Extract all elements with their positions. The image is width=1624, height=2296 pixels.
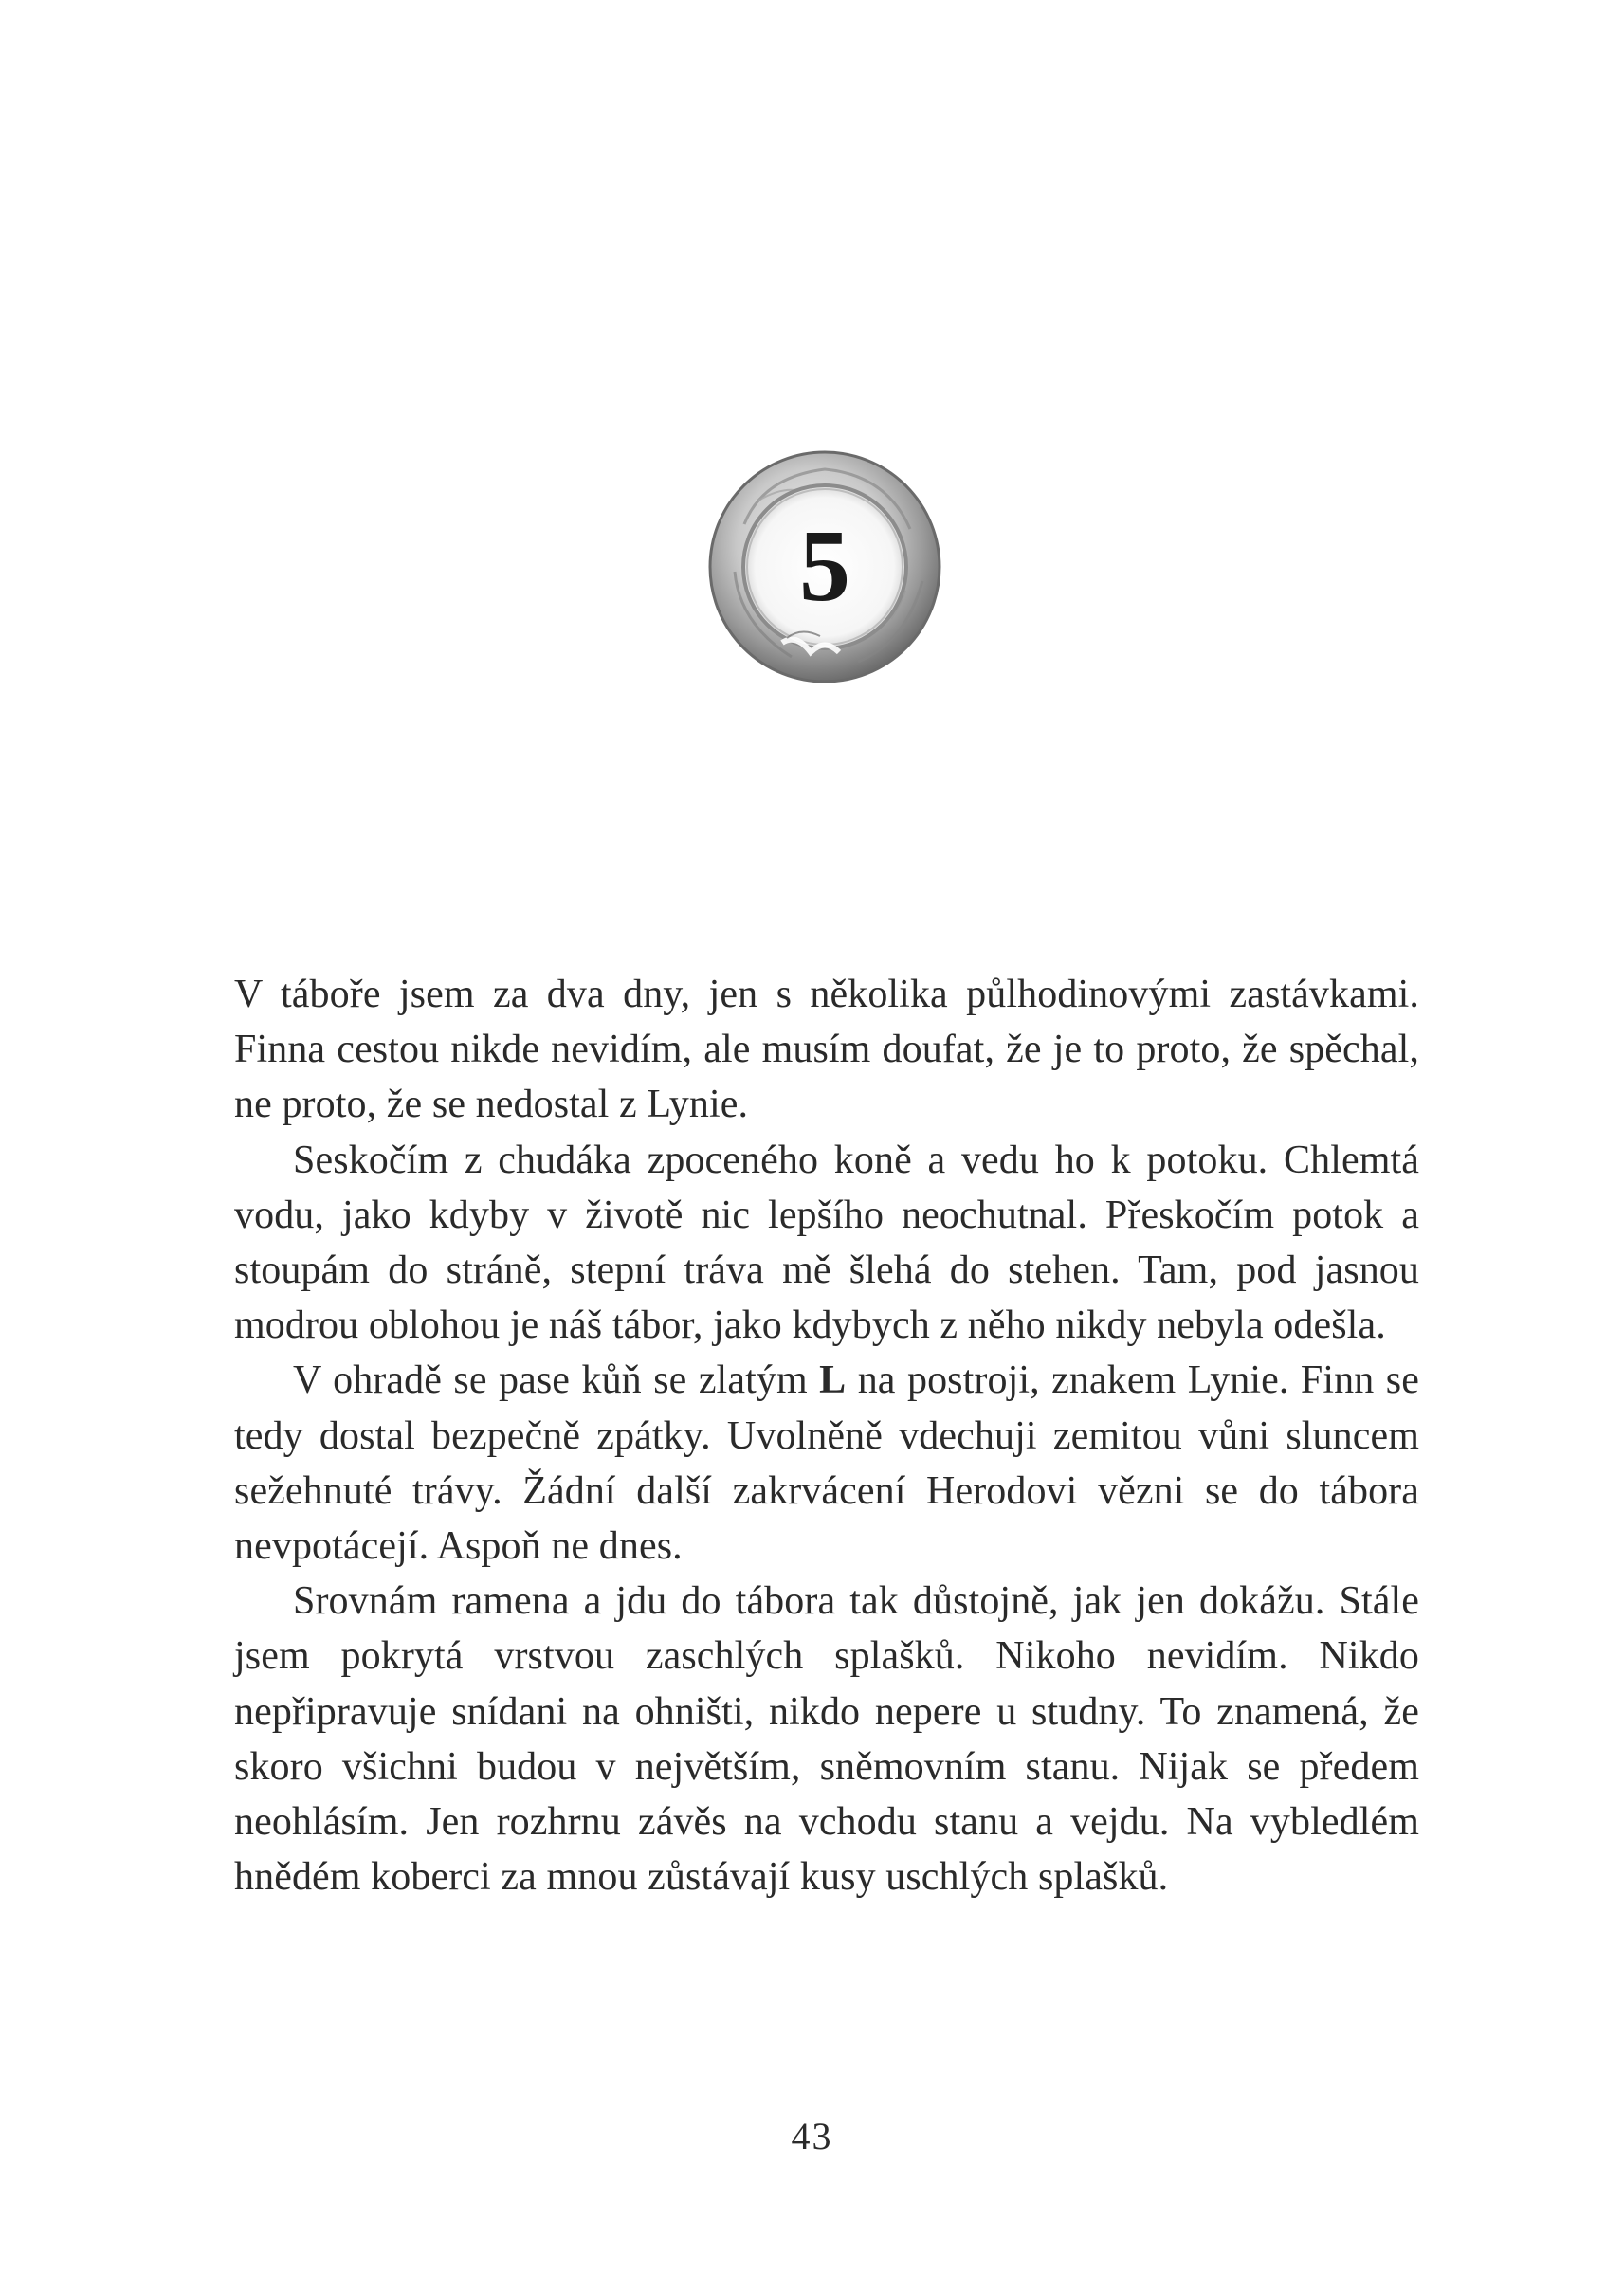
chapter-badge: [706, 448, 943, 685]
paragraph: [234, 1353, 1419, 1574]
page-number: 43: [791, 2115, 833, 2158]
paragraph: V táboře jsem za dva dny, jen s několika půlhodinovými zastávkami. Finna cestou nikde nevidím, ale musím doufat, že je to proto, že spěchal, ne proto, že se nedostal z Lynie.: [234, 973, 1419, 1127]
paragraph-text: na postroji, znakem Lynie. Finn se tedy dostal bezpečně zpátky. Uvolněně vdechuji zemitou vůni sluncem sežehnuté trávy. Žádní další zakrvácení Herodovi vězni se do tábora nevpotácejí. Aspoň ne dnes.: [234, 1358, 1419, 1569]
chapter-number: 5: [799, 510, 850, 623]
paragraph: Srovnám ramena a jdu do tábora tak důstojně, jak jen dokážu. Stále jsem pokrytá vrstvou zaschlých splašků. Nikoho nevidím. Nikdo nepřipravuje snídani na ohništi, nikdo nepere u studny. To znamená, že skoro všichni budou v největším, sněmovním stanu. Nijak se předem neohlásím. Jen rozhrnu závěs na vchodu stanu a vejdu. Na vybledlém hnědém koberci za mnou zůstávají kusy uschlých splašků.: [234, 1579, 1419, 1900]
emphasized-letter: L: [819, 1358, 847, 1403]
paragraph: Seskočím z chudáka zpoceného koně a vedu ho k potoku. Chlemtá vodu, jako kdyby v životě nic lepšího neochutnal. Přeskočím potok a stoupám do stráně, stepní tráva mě šlehá do stehen. Tam, pod jasnou modrou oblohou je náš tábor, jako kdybych z něho nikdy nebyla odešla.: [234, 1138, 1419, 1348]
chapter-body: [234, 967, 1419, 1904]
paragraph-text: V ohradě se pase kůň se zlatým: [293, 1358, 820, 1403]
